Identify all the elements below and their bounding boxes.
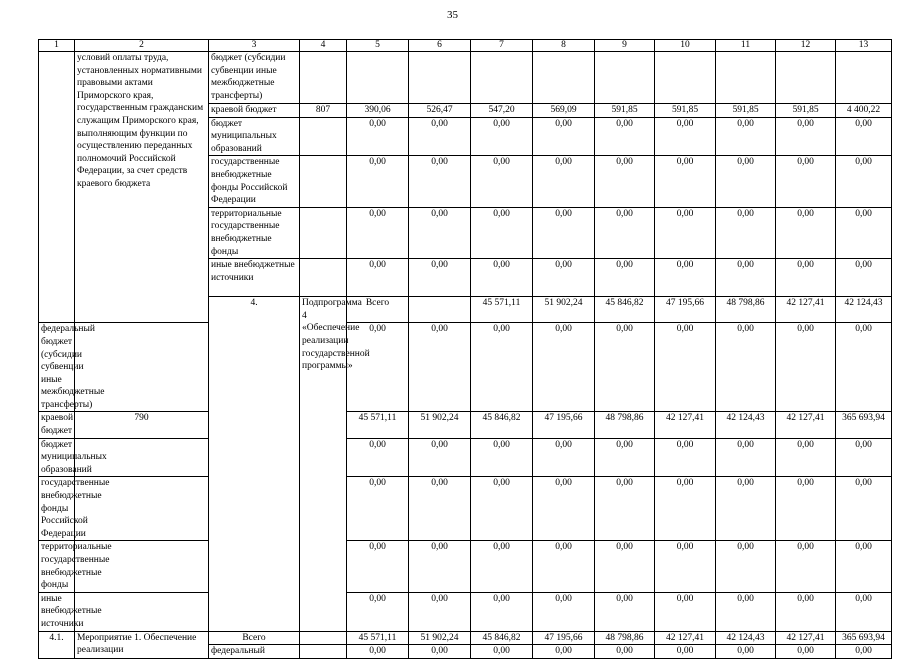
value-cell (776, 52, 836, 104)
value-cell: 0,00 (836, 592, 892, 631)
column-header: 5 (347, 40, 409, 52)
value-cell: 45 571,11 (347, 631, 409, 645)
source-cell: государственные внебюджетные фонды Российской Федерации (39, 477, 75, 541)
source-cell: бюджет (субсидии субвенции иные межбюджетные трансферты) (209, 52, 300, 104)
value-cell: 0,00 (471, 323, 533, 412)
value-cell: 0,00 (776, 117, 836, 156)
value-cell: 47 195,66 (655, 297, 716, 323)
table-row (39, 631, 892, 645)
value-cell: 0,00 (347, 438, 409, 477)
value-cell: 51 902,24 (409, 631, 471, 645)
value-cell: 0,00 (655, 207, 716, 258)
value-cell: 0,00 (533, 645, 595, 659)
column-header: 13 (836, 40, 892, 52)
value-cell: 0,00 (595, 438, 655, 477)
value-cell: 0,00 (595, 323, 655, 412)
value-cell: 51 902,24 (409, 412, 471, 438)
table-row (39, 438, 892, 477)
value-cell: 0,00 (471, 645, 533, 659)
table-row (39, 412, 892, 438)
value-cell: 0,00 (836, 156, 892, 207)
value-cell: 0,00 (471, 541, 533, 592)
value-cell: 0,00 (347, 259, 409, 297)
value-cell: 0,00 (716, 541, 776, 592)
row-number-cell: 4. (209, 297, 300, 631)
value-cell: 0,00 (776, 541, 836, 592)
value-cell: 0,00 (716, 477, 776, 541)
value-cell: 0,00 (347, 156, 409, 207)
code-cell (300, 207, 347, 258)
value-cell: 48 798,86 (716, 297, 776, 323)
source-cell: территориальные государственные внебюджетные фонды (39, 541, 75, 592)
value-cell: 0,00 (836, 259, 892, 297)
code-cell (75, 323, 209, 412)
page-number: 35 (447, 9, 458, 21)
code-cell: 790 (75, 412, 209, 438)
source-cell: территориальные государственные внебюджетные фонды (209, 207, 300, 258)
source-cell: бюджет муниципальных образований (209, 117, 300, 156)
value-cell: 45 846,82 (471, 412, 533, 438)
value-cell: 0,00 (836, 117, 892, 156)
value-cell: 47 195,66 (533, 412, 595, 438)
value-cell: 0,00 (533, 592, 595, 631)
value-cell: 0,00 (716, 259, 776, 297)
value-cell: 0,00 (595, 645, 655, 659)
value-cell: 0,00 (471, 117, 533, 156)
value-cell: 0,00 (471, 592, 533, 631)
value-cell: 0,00 (347, 592, 409, 631)
value-cell: 0,00 (595, 477, 655, 541)
value-cell: 0,00 (655, 541, 716, 592)
value-cell: 0,00 (409, 541, 471, 592)
value-cell: 0,00 (533, 156, 595, 207)
value-cell: 0,00 (776, 592, 836, 631)
code-cell (300, 259, 347, 297)
table-row (39, 592, 892, 631)
value-cell: 45 846,82 (471, 631, 533, 645)
code-cell: 807 (300, 104, 347, 118)
value-cell: 0,00 (716, 117, 776, 156)
value-cell: 0,00 (776, 156, 836, 207)
value-cell (409, 52, 471, 104)
value-cell: 0,00 (409, 259, 471, 297)
table-row (39, 52, 892, 104)
value-cell: 51 902,24 (533, 297, 595, 323)
source-cell: иные внебюджетные источники (209, 259, 300, 297)
source-cell: Всего (347, 297, 409, 323)
column-header: 4 (300, 40, 347, 52)
value-cell: 0,00 (471, 259, 533, 297)
value-cell: 45 571,11 (347, 412, 409, 438)
subprogram-name-cell: Подпрограмма 4 «Обеспечение реализации государственной программы» (300, 297, 347, 631)
value-cell: 0,00 (409, 156, 471, 207)
table-row (39, 323, 892, 412)
value-cell: 0,00 (347, 323, 409, 412)
value-cell: 0,00 (655, 477, 716, 541)
column-header: 1 (39, 40, 75, 52)
value-cell: 591,85 (776, 104, 836, 118)
column-header: 12 (776, 40, 836, 52)
value-cell: 0,00 (836, 323, 892, 412)
value-cell: 0,00 (836, 477, 892, 541)
value-cell: 0,00 (409, 117, 471, 156)
value-cell: 591,85 (716, 104, 776, 118)
value-cell: 0,00 (409, 207, 471, 258)
value-cell: 0,00 (716, 323, 776, 412)
column-header: 7 (471, 40, 533, 52)
value-cell: 42 124,43 (716, 631, 776, 645)
value-cell: 0,00 (347, 117, 409, 156)
value-cell: 591,85 (595, 104, 655, 118)
value-cell (471, 52, 533, 104)
value-cell (836, 52, 892, 104)
column-header: 6 (409, 40, 471, 52)
value-cell: 365 693,94 (836, 631, 892, 645)
value-cell: 42 127,41 (776, 631, 836, 645)
value-cell: 0,00 (595, 592, 655, 631)
value-cell: 0,00 (776, 207, 836, 258)
value-cell: 0,00 (716, 207, 776, 258)
value-cell: 0,00 (409, 323, 471, 412)
value-cell (716, 52, 776, 104)
table-row (39, 477, 892, 541)
value-cell: 0,00 (533, 323, 595, 412)
value-cell: 0,00 (776, 323, 836, 412)
value-cell: 42 127,41 (776, 297, 836, 323)
value-cell: 48 798,86 (595, 412, 655, 438)
value-cell: 526,47 (409, 104, 471, 118)
row-number-cell (39, 52, 75, 323)
value-cell: 0,00 (347, 541, 409, 592)
value-cell: 0,00 (655, 323, 716, 412)
value-cell: 0,00 (655, 592, 716, 631)
column-header: 2 (75, 40, 209, 52)
value-cell: 0,00 (533, 117, 595, 156)
value-cell: 0,00 (409, 592, 471, 631)
code-cell (300, 117, 347, 156)
source-cell: государственные внебюджетные фонды Российской Федерации (209, 156, 300, 207)
value-cell: 0,00 (716, 156, 776, 207)
value-cell: 0,00 (595, 207, 655, 258)
value-cell: 0,00 (836, 645, 892, 659)
value-cell: 0,00 (776, 477, 836, 541)
source-cell: федеральный (209, 645, 300, 659)
value-cell: 0,00 (595, 259, 655, 297)
table-row (39, 541, 892, 592)
value-cell: 4 400,22 (836, 104, 892, 118)
column-header: 8 (533, 40, 595, 52)
budget-table (38, 39, 892, 659)
measure-name-cell: Мероприятие 1. Обеспечение реализации (75, 631, 209, 658)
value-cell: 0,00 (655, 645, 716, 659)
value-cell: 45 571,11 (471, 297, 533, 323)
value-cell: 0,00 (655, 438, 716, 477)
column-header: 9 (595, 40, 655, 52)
value-cell: 0,00 (347, 477, 409, 541)
value-cell: 42 127,41 (655, 631, 716, 645)
value-cell: 547,20 (471, 104, 533, 118)
column-header: 11 (716, 40, 776, 52)
source-cell: краевой бюджет (39, 412, 75, 438)
value-cell: 0,00 (533, 541, 595, 592)
value-cell: 0,00 (836, 438, 892, 477)
value-cell: 390,06 (347, 104, 409, 118)
column-header: 3 (209, 40, 300, 52)
value-cell: 0,00 (347, 207, 409, 258)
measure-name-cell: условий оплаты труда, установленных нормативными правовыми актами Приморского края, государственным гражданским служащим Приморского края, выполняющим функции по осуществлению переданных полномочий Российской Федерации, за счет средств краевого бюджета (75, 52, 209, 323)
value-cell: 365 693,94 (836, 412, 892, 438)
value-cell: 0,00 (471, 156, 533, 207)
value-cell: 0,00 (409, 477, 471, 541)
value-cell: 0,00 (776, 438, 836, 477)
column-number-row (39, 40, 892, 52)
value-cell: 0,00 (776, 259, 836, 297)
value-cell: 0,00 (595, 156, 655, 207)
source-cell: иные внебюджетные источники (39, 592, 75, 631)
value-cell (595, 52, 655, 104)
value-cell: 0,00 (655, 259, 716, 297)
source-cell: бюджет муниципальных образований (39, 438, 75, 477)
value-cell: 0,00 (533, 438, 595, 477)
value-cell: 0,00 (595, 117, 655, 156)
value-cell: 0,00 (471, 207, 533, 258)
value-cell: 0,00 (655, 117, 716, 156)
value-cell: 0,00 (716, 592, 776, 631)
value-cell: 0,00 (409, 645, 471, 659)
source-cell: Всего (209, 631, 300, 645)
value-cell: 42 127,41 (776, 412, 836, 438)
code-cell (300, 645, 347, 659)
value-cell: 47 195,66 (533, 631, 595, 645)
value-cell: 42 124,43 (716, 412, 776, 438)
code-cell (300, 631, 347, 645)
value-cell: 48 798,86 (595, 631, 655, 645)
value-cell: 45 846,82 (595, 297, 655, 323)
value-cell: 0,00 (716, 438, 776, 477)
value-cell: 0,00 (533, 477, 595, 541)
column-header: 10 (655, 40, 716, 52)
value-cell (533, 52, 595, 104)
code-cell (300, 52, 347, 104)
value-cell: 591,85 (655, 104, 716, 118)
value-cell: 0,00 (716, 645, 776, 659)
value-cell: 0,00 (533, 259, 595, 297)
value-cell: 42 127,41 (655, 412, 716, 438)
code-cell (300, 156, 347, 207)
value-cell: 569,09 (533, 104, 595, 118)
value-cell: 0,00 (347, 645, 409, 659)
value-cell: 0,00 (471, 438, 533, 477)
value-cell: 0,00 (836, 207, 892, 258)
value-cell: 0,00 (655, 156, 716, 207)
value-cell: 0,00 (533, 207, 595, 258)
source-cell: краевой бюджет (209, 104, 300, 118)
value-cell: 0,00 (471, 477, 533, 541)
value-cell (655, 52, 716, 104)
value-cell: 0,00 (409, 438, 471, 477)
value-cell: 0,00 (836, 541, 892, 592)
value-cell (347, 52, 409, 104)
row-number-cell: 4.1. (39, 631, 75, 658)
value-cell: 0,00 (595, 541, 655, 592)
source-cell: федеральный бюджет (субсидии субвенции иные межбюджетные трансферты) (39, 323, 75, 412)
code-cell (409, 297, 471, 323)
value-cell: 42 124,43 (836, 297, 892, 323)
value-cell: 0,00 (776, 645, 836, 659)
